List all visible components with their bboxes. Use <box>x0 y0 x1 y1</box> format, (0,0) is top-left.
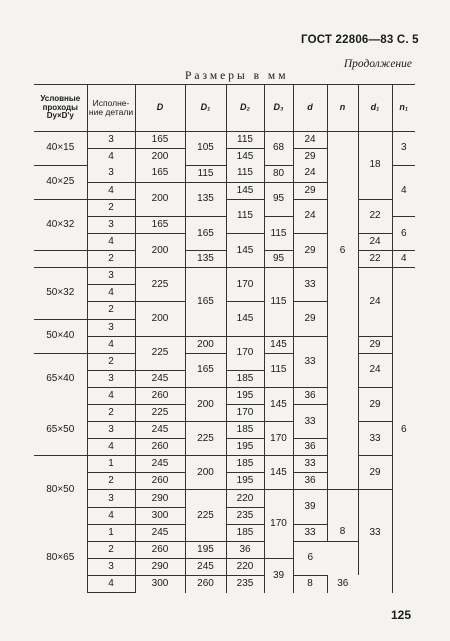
d-cell: 36 <box>293 387 327 404</box>
D1-cell: 200 <box>185 387 226 421</box>
D2-cell: 235 <box>226 507 264 524</box>
D1-cell: 165 <box>185 216 226 250</box>
execution-cell: 3 <box>87 370 135 387</box>
D-cell: 245 <box>135 422 185 439</box>
D2-cell: 115 <box>226 165 264 182</box>
D-cell: 165 <box>135 216 185 233</box>
execution-cell: 3 <box>87 132 135 149</box>
execution-cell: 1 <box>87 524 135 541</box>
table-row <box>34 490 415 507</box>
D2-cell: 195 <box>185 541 226 558</box>
D1-cell: 165 <box>185 353 226 387</box>
col-header-D: D <box>135 85 185 132</box>
d-cell: 24 <box>293 165 327 182</box>
D3-cell: 145 <box>264 387 293 421</box>
D2-cell: 185 <box>226 456 264 473</box>
col-header-D1: D₁ <box>185 85 226 132</box>
D1-cell: 245 <box>185 558 226 575</box>
col-header-D3: D₃ <box>264 85 293 132</box>
d-cell: 36 <box>226 541 264 558</box>
execution-cell: 2 <box>87 405 135 422</box>
d-cell: 33 <box>293 268 327 302</box>
execution-cell: 4 <box>87 149 135 166</box>
D2-cell: 185 <box>226 422 264 439</box>
table-row <box>34 353 415 370</box>
execution-cell: 2 <box>87 302 135 319</box>
table-row <box>34 456 415 473</box>
d-cell: 36 <box>293 473 327 490</box>
D-cell: 260 <box>135 473 185 490</box>
D3-cell: 95 <box>264 251 293 268</box>
d-cell: 24 <box>293 132 327 149</box>
D3-cell: 170 <box>264 422 293 456</box>
size-label: 50×40 <box>34 319 87 353</box>
d1-cell: 22 <box>358 251 392 268</box>
D1-cell: 200 <box>185 456 226 490</box>
d1-cell: 29 <box>358 387 392 421</box>
execution-cell: 3 <box>87 558 135 575</box>
execution-cell: 3 <box>87 490 135 507</box>
D2-cell: 145 <box>226 234 264 268</box>
execution-cell: 1 <box>87 456 135 473</box>
D-cell: 300 <box>135 507 185 524</box>
n-cell: 6 <box>293 541 327 575</box>
table-row <box>34 251 415 268</box>
D2-cell: 145 <box>226 149 264 166</box>
d-cell: 33 <box>293 405 327 439</box>
d-cell: 24 <box>293 199 327 233</box>
d1-cell: 24 <box>358 353 392 387</box>
execution-cell: 4 <box>87 182 135 199</box>
col-header-n: n <box>327 85 358 132</box>
d-cell: 29 <box>293 234 327 268</box>
size-label: 65×50 <box>34 405 87 456</box>
execution-cell: 4 <box>87 439 135 456</box>
col-header-nominal-bore: Условные проходы Dy×D'y <box>34 85 87 132</box>
d1-cell: 29 <box>358 456 392 490</box>
D-cell: 290 <box>135 490 185 507</box>
D-cell: 260 <box>135 541 185 558</box>
d-cell: 33 <box>293 524 327 541</box>
execution-cell: 3 <box>87 422 135 439</box>
n1-cell: 4 <box>392 165 415 216</box>
D-cell: 225 <box>135 268 185 302</box>
D-cell: 200 <box>135 234 185 268</box>
D2-cell: 235 <box>226 575 264 592</box>
D3-cell: 95 <box>264 182 293 216</box>
D3-cell: 68 <box>264 132 293 166</box>
execution-cell: 4 <box>87 507 135 524</box>
n-cell: 8 <box>327 524 358 541</box>
d1-cell: 36 <box>327 575 358 592</box>
D3-cell: 115 <box>264 268 293 336</box>
D2-cell: 185 <box>226 524 264 541</box>
execution-cell: 4 <box>87 234 135 251</box>
D2-cell: 170 <box>226 405 264 422</box>
D1-cell: 115 <box>185 165 226 182</box>
D1-cell: 200 <box>185 336 226 353</box>
execution-cell: 3 <box>87 165 135 182</box>
execution-cell: 2 <box>87 199 135 216</box>
table-row <box>34 387 415 404</box>
D3-cell: 145 <box>264 336 293 353</box>
d-cell: 33 <box>293 336 327 387</box>
d1-cell: 29 <box>358 336 392 353</box>
d-cell: 29 <box>293 302 327 336</box>
D3-cell: 145 <box>264 456 293 490</box>
D3-cell: 170 <box>264 490 293 558</box>
D2-cell: 195 <box>226 473 264 490</box>
page-number: 125 <box>391 608 412 622</box>
D2-cell: 185 <box>226 370 264 387</box>
D1-cell: 135 <box>185 182 226 216</box>
D2-cell: 195 <box>226 387 264 404</box>
execution-cell: 3 <box>87 268 135 285</box>
D1-cell: 225 <box>185 490 226 541</box>
continuation-label: Продолжение <box>343 58 412 70</box>
col-header-D2: D₂ <box>226 85 264 132</box>
size-label: 80×50 <box>46 484 75 496</box>
execution-cell: 4 <box>87 387 135 404</box>
execution-cell: 4 <box>87 575 135 592</box>
D-cell: 200 <box>135 182 185 216</box>
D-cell: 260 <box>135 439 185 456</box>
execution-cell: 3 <box>87 319 135 336</box>
execution-cell: 4 <box>87 336 135 353</box>
d-cell: 29 <box>293 149 327 166</box>
d1-cell: 24 <box>358 234 392 251</box>
D3-cell: 115 <box>264 216 293 250</box>
d-cell: 36 <box>293 439 327 456</box>
D2-cell: 115 <box>226 199 264 233</box>
D3-cell: 80 <box>264 165 293 182</box>
D-cell: 290 <box>135 558 185 575</box>
D2-cell: 145 <box>226 182 264 199</box>
execution-cell: 4 <box>87 285 135 302</box>
n1-cell: 6 <box>392 268 415 593</box>
size-label: 80×65 <box>46 552 75 564</box>
n1-cell: 6 <box>392 216 415 250</box>
D2-cell: 170 <box>226 336 264 370</box>
d-cell: 33 <box>293 456 327 473</box>
table-row <box>34 336 415 353</box>
size-label: 40×15 <box>34 132 87 166</box>
execution-cell: 2 <box>87 251 135 268</box>
D1-cell: 105 <box>185 132 226 166</box>
size-label: 65×40 <box>46 373 75 385</box>
table-row <box>34 132 415 149</box>
execution-cell: 2 <box>87 473 135 490</box>
d-cell: 29 <box>293 182 327 199</box>
size-label: 40×25 <box>34 165 87 199</box>
d1-cell: 22 <box>358 199 392 233</box>
D-cell: 300 <box>135 575 185 592</box>
dimensions-table <box>34 84 415 593</box>
D2-cell: 145 <box>226 302 264 336</box>
D1-cell: 260 <box>185 575 226 592</box>
standard-header: ГОСТ 22806—83 С. 5 <box>301 34 419 46</box>
table-row <box>34 268 415 285</box>
D-cell: 245 <box>135 370 185 387</box>
D-cell: 225 <box>135 336 185 370</box>
D3-cell: 115 <box>264 353 293 387</box>
D-cell: 165 <box>135 165 185 182</box>
d1-cell: 18 <box>358 132 392 200</box>
D2-cell: 220 <box>226 490 264 507</box>
d-cell: 39 <box>264 558 293 592</box>
n1-cell: 4 <box>392 251 415 268</box>
n-cell: 8 <box>293 575 327 592</box>
d-cell: 39 <box>293 490 327 524</box>
table-row <box>34 575 415 592</box>
D-cell: 165 <box>135 132 185 149</box>
D2-cell: 115 <box>226 132 264 149</box>
n-cell: 6 <box>327 132 358 371</box>
D-cell: 200 <box>135 149 185 166</box>
size-label: 40×32 <box>34 199 87 250</box>
D1-cell: 135 <box>185 251 226 268</box>
d1-cell: 33 <box>358 422 392 456</box>
D2-cell: 195 <box>226 439 264 456</box>
D-cell: 225 <box>135 405 185 422</box>
D-cell: 260 <box>135 387 185 404</box>
execution-cell: 2 <box>87 353 135 370</box>
D2-cell: 220 <box>226 558 264 575</box>
D2-cell: 170 <box>226 268 264 302</box>
d1-cell: 24 <box>358 268 392 336</box>
col-header-execution: Исполне-ние детали <box>87 85 135 132</box>
D-cell: 245 <box>135 456 185 473</box>
col-header-d1: d₁ <box>358 85 392 132</box>
execution-cell: 3 <box>87 216 135 233</box>
col-header-d: d <box>293 85 327 132</box>
col-header-n1: n₁ <box>392 85 415 132</box>
n1-cell: 3 <box>392 132 415 166</box>
table-row <box>34 422 415 439</box>
size-label: 50×32 <box>34 268 87 319</box>
D1-cell: 165 <box>185 268 226 336</box>
execution-cell: 2 <box>87 541 135 558</box>
d1-cell: 33 <box>358 490 392 575</box>
table-caption: Размеры в мм <box>185 70 289 82</box>
D1-cell: 225 <box>185 422 226 456</box>
D-cell: 200 <box>135 302 185 336</box>
D-cell: 245 <box>135 524 185 541</box>
